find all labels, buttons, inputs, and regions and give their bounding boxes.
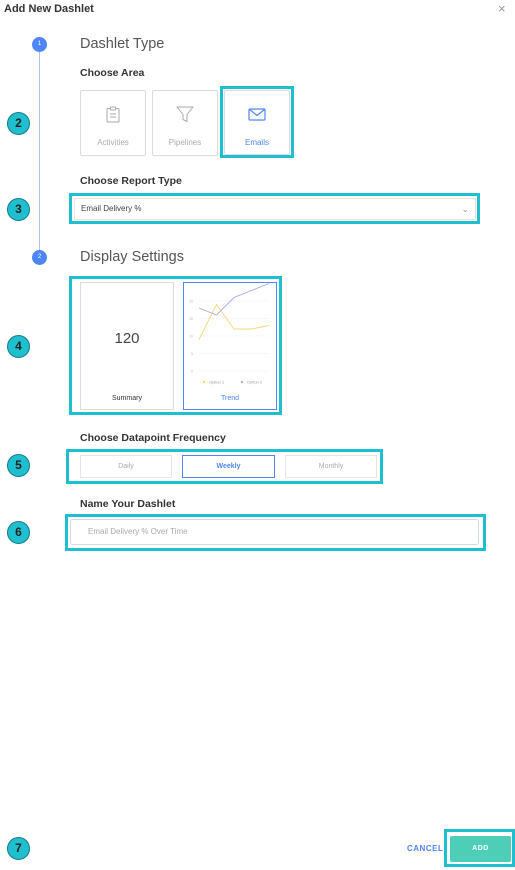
summary-label: Summary: [112, 395, 142, 402]
area-tile-pipelines[interactable]: [152, 90, 218, 156]
area-tile-label: Activities: [97, 138, 129, 147]
summary-value: 120: [114, 330, 140, 347]
dashlet-name-input[interactable]: Email Delivery % Over Time: [70, 519, 479, 545]
choose-area-label: Choose Area: [80, 67, 145, 79]
choose-report-type-label: Choose Report Type: [80, 175, 182, 187]
callout-badge-7: 7: [7, 837, 30, 860]
legend-label: Option 2: [247, 379, 263, 385]
close-icon[interactable]: ×: [498, 1, 506, 16]
y-tick-label: 15: [189, 317, 193, 321]
y-tick-label: 0: [191, 369, 193, 374]
y-tick-label: 5: [191, 352, 193, 356]
clipboard-icon: [106, 106, 120, 123]
highlight-frequency: [66, 449, 383, 484]
area-tile-activities[interactable]: [80, 90, 146, 156]
report-type-value: Email Delivery %: [81, 204, 142, 213]
frequency-weekly[interactable]: Weekly: [182, 455, 275, 478]
callout-badge-5: 5: [7, 454, 30, 477]
highlight-emails: [220, 86, 294, 158]
name-dashlet-label: Name Your Dashlet: [80, 498, 176, 510]
choose-frequency-label: Choose Datapoint Frequency: [80, 432, 226, 444]
legend-label: Option 1: [209, 379, 225, 385]
step-1-dot: 1: [32, 37, 47, 52]
area-tile-label: Emails: [244, 138, 269, 147]
section-title-dashlet-type: Dashlet Type: [80, 36, 165, 52]
callout-badge-2: 2: [7, 112, 30, 135]
y-tick-label: 20: [189, 299, 193, 304]
highlight-report-type: [69, 193, 480, 224]
funnel-icon: [176, 106, 194, 123]
section-title-display-settings: Display Settings: [80, 249, 184, 265]
highlight-name-input: [65, 514, 486, 551]
step-connector-line: [39, 44, 40, 256]
frequency-daily[interactable]: Daily: [80, 455, 172, 478]
trend-label: Trend: [220, 395, 240, 402]
frequency-monthly[interactable]: Monthly: [285, 455, 377, 478]
area-tile-label: Pipelines: [168, 138, 202, 147]
y-tick-label: 10: [189, 334, 193, 339]
dialog-title: Add New Dashlet: [4, 3, 94, 15]
callout-badge-3: 3: [7, 198, 30, 221]
highlight-add-button: [444, 829, 515, 867]
highlight-display-cards: [69, 276, 282, 415]
callout-badge-4: 4: [7, 335, 30, 358]
callout-badge-6: 6: [7, 521, 30, 544]
chevron-down-icon: ⌄: [461, 204, 469, 214]
cancel-button[interactable]: CANCEL: [407, 844, 444, 853]
add-button[interactable]: ADD: [450, 836, 511, 862]
step-2-dot: 2: [32, 250, 47, 265]
